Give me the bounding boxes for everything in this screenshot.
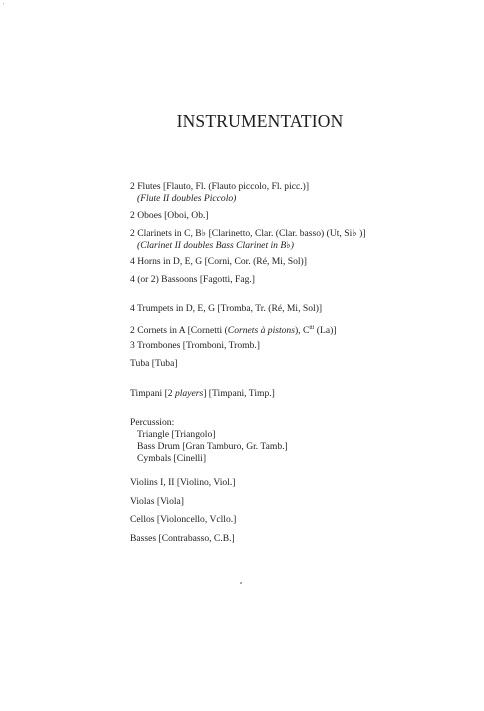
percussion-item: Triangle [Triangolo] bbox=[137, 429, 216, 440]
clarinets-text: 2 Clarinets in C, B♭ [Clarinetto, Clar. (Clar. basso) (Ut, Si♭ )] bbox=[130, 228, 366, 239]
cornets-suffix: ), C bbox=[294, 325, 310, 337]
flutes-text: 2 Flutes [Flauto, Fl. (Flauto piccolo, Fl. picc.)] bbox=[130, 181, 310, 192]
entry-violins: Violins I, II [Violino, Viol.] bbox=[130, 477, 236, 488]
entry-percussion bbox=[130, 417, 288, 465]
entry-flutes bbox=[130, 181, 309, 205]
entry-oboes: 2 Oboes [Oboi, Ob.] bbox=[130, 210, 209, 221]
entry-basses: Basses [Contrabasso, C.B.] bbox=[130, 533, 235, 544]
entry-tuba: Tuba [Tuba] bbox=[130, 358, 178, 369]
entry-cellos: Cellos [Violoncello, Vcllo.] bbox=[130, 514, 237, 525]
percussion-item: Bass Drum [Gran Tamburo, Gr. Tamb.] bbox=[137, 441, 288, 452]
cornets-end: (La)] bbox=[314, 325, 337, 337]
page-title: INSTRUMENTATION bbox=[176, 111, 344, 131]
cornets-prefix: 2 Cornets in A [Cornetti ( bbox=[130, 325, 228, 337]
entry-trumpets: 4 Trumpets in D, E, G [Tromba, Tr. (Ré, Mi, Sol)] bbox=[130, 303, 323, 314]
entry-trombones: 3 Trombones [Tromboni, Tromb.] bbox=[130, 340, 260, 351]
cornets-sup: tti bbox=[309, 325, 315, 331]
percussion-heading: Percussion: bbox=[130, 417, 175, 428]
percussion-item: Cymbals [Cinelli] bbox=[137, 453, 207, 464]
flutes-note: (Flute II doubles Piccolo) bbox=[137, 193, 237, 204]
entry-bassoons: 4 (or 2) Bassoons [Fagotti, Fag.] bbox=[130, 274, 255, 285]
entry-timpani bbox=[130, 388, 275, 400]
timpani-italic: players bbox=[174, 388, 204, 399]
entry-clarinets bbox=[130, 228, 366, 252]
page-speck bbox=[240, 582, 242, 584]
entry-cornets bbox=[130, 322, 336, 337]
corner-mark: ' bbox=[3, 3, 5, 9]
timpani-prefix: Timpani [2 bbox=[130, 388, 175, 399]
clarinets-note: (Clarinet II doubles Bass Clarinet in B♭) bbox=[137, 240, 294, 251]
entry-horns: 4 Horns in D, E, G [Corni, Cor. (Ré, Mi, Sol)] bbox=[130, 256, 307, 267]
timpani-suffix: ] [Timpani, Timp.] bbox=[203, 388, 275, 399]
cornets-italic: Cornets à pistons bbox=[227, 325, 295, 337]
entry-violas: Violas [Viola] bbox=[130, 496, 184, 507]
